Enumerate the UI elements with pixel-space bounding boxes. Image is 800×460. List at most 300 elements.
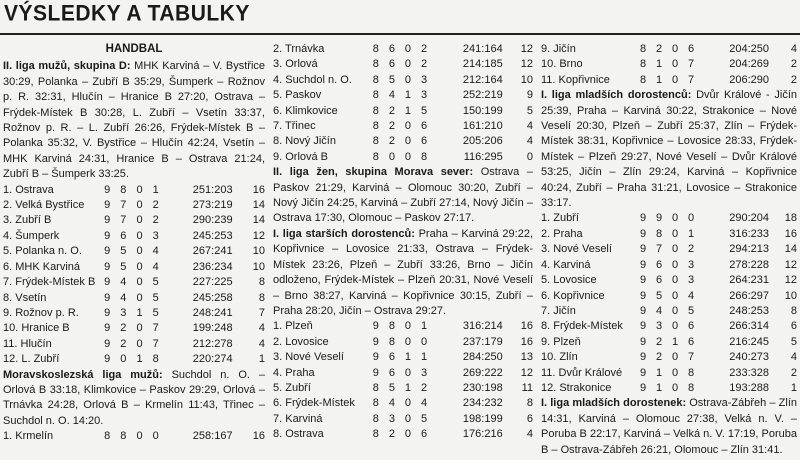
cell-played: 8: [639, 58, 647, 71]
cell-draws: 0: [671, 351, 679, 364]
cell-losses: 8: [687, 381, 695, 394]
cell-draws: 0: [404, 73, 412, 86]
cell-draws: 1: [136, 306, 143, 319]
cell-team-name: 12. L. Zubří: [3, 353, 60, 366]
cell-score: 193:288: [729, 381, 769, 394]
cell-points: 5: [526, 104, 533, 117]
cell-wins: 6: [388, 366, 395, 379]
mladsi-dorost-table: [541, 211, 797, 396]
cell-draws: 0: [671, 381, 679, 394]
table-row: [273, 412, 533, 427]
cell-points: 10: [520, 73, 533, 86]
msl-muzu-heading: Moravskoslezská liga mužů:: [3, 368, 163, 381]
cell-score: 116:295: [463, 150, 503, 163]
cell-wins: 5: [120, 260, 127, 273]
table-row: [541, 289, 797, 304]
cell-points: 2: [790, 58, 797, 71]
cell-losses: 1: [421, 351, 428, 364]
cell-points: 4: [790, 351, 797, 364]
cell-wins: 7: [655, 243, 663, 256]
cell-losses: 2: [421, 381, 428, 394]
cell-team-name: 3. Orlová: [273, 58, 318, 71]
cell-wins: 2: [120, 322, 127, 335]
cell-wins: 3: [120, 306, 127, 319]
cell-played: 9: [104, 306, 111, 319]
cell-played: 8: [372, 412, 379, 425]
cell-score: 284:250: [462, 351, 503, 364]
cell-played: 9: [639, 243, 647, 256]
cell-team-name: 7. Frýdek-Místek B: [3, 276, 96, 289]
cell-losses: 2: [687, 243, 695, 256]
cell-losses: 0: [687, 212, 695, 225]
cell-draws: 0: [136, 229, 143, 242]
cell-draws: 0: [404, 120, 412, 133]
cell-points: 8: [526, 397, 533, 410]
table-row: [273, 319, 533, 334]
table-row: [3, 183, 265, 198]
cell-team-name: 6. MHK Karviná: [3, 260, 81, 273]
cell-draws: 0: [671, 258, 679, 271]
cell-score: 290:239: [192, 214, 233, 227]
cell-wins: 2: [388, 135, 395, 148]
cell-team-name: 8. Frýdek-Místek: [541, 320, 623, 333]
liga-muzu-results: [3, 59, 265, 182]
cell-team-name: 1. Plzeň: [273, 320, 313, 333]
cell-played: 8: [372, 120, 379, 133]
cell-team-name: 10. Brno: [541, 58, 583, 71]
table-row: [3, 321, 265, 336]
cell-played: 8: [639, 73, 647, 86]
table-row: [541, 273, 797, 288]
cell-team-name: 8. Ostrava: [273, 428, 324, 441]
cell-wins: 6: [388, 351, 395, 364]
cell-losses: 5: [421, 104, 428, 117]
table-row: [3, 352, 265, 367]
cell-losses: 7: [687, 351, 695, 364]
cell-points: 16: [252, 183, 265, 196]
table-row: [273, 350, 533, 365]
cell-draws: 0: [136, 214, 143, 227]
cell-wins: 8: [120, 183, 127, 196]
cell-draws: 0: [404, 43, 412, 55]
cell-points: 8: [258, 291, 265, 304]
cell-draws: 0: [671, 274, 679, 287]
cell-played: 9: [104, 353, 111, 366]
table-row: [3, 260, 265, 275]
cell-team-name: 5. Polanka n. O.: [3, 245, 82, 258]
cell-wins: 1: [655, 58, 663, 71]
cell-losses: 3: [687, 258, 695, 271]
table-row: [541, 350, 797, 365]
cell-wins: 2: [388, 428, 395, 441]
cell-wins: 3: [388, 412, 395, 425]
cell-wins: 0: [388, 150, 395, 163]
table-row: [3, 198, 265, 213]
cell-played: 9: [639, 227, 647, 240]
cell-points: 10: [252, 260, 265, 273]
cell-draws: 0: [671, 304, 679, 317]
cell-score: 237:179: [462, 335, 503, 348]
cell-score: 233:328: [729, 366, 769, 379]
cell-team-name: 11. Hlučín: [3, 337, 52, 350]
column-3: [541, 42, 797, 458]
cell-points: 8: [790, 304, 797, 317]
cell-draws: 0: [404, 335, 412, 348]
cell-played: 9: [639, 258, 647, 271]
cell-score: 273:219: [192, 199, 233, 212]
table-row: [3, 306, 265, 321]
cell-played: 9: [372, 366, 379, 379]
cell-played: 8: [372, 89, 379, 102]
cell-team-name: 9. Jičín: [541, 43, 576, 55]
cell-wins: 6: [655, 258, 663, 271]
cell-score: 290:204: [729, 212, 769, 225]
cell-score: 266:297: [729, 289, 769, 302]
cell-losses: 8: [687, 366, 695, 379]
cell-losses: 5: [152, 291, 159, 304]
cell-score: 248:241: [192, 306, 233, 319]
cell-wins: 5: [120, 245, 127, 258]
cell-score: 230:198: [462, 381, 503, 394]
starsi-dorost-table-part1: [273, 319, 533, 442]
table-row: [273, 335, 533, 350]
cell-score: 248:253: [729, 304, 769, 317]
cell-team-name: 4. Karviná: [541, 258, 591, 271]
cell-points: 18: [784, 212, 797, 225]
cell-played: 8: [372, 381, 379, 394]
liga-zen-text: Ostrava – Paskov 21:29, Karviná – Olomouc 30:20, Zubří – Nový Jičín 24:25, Karviná – Zubří 27:14, Nový Jičín – Ostrava 17:30, Olomouc – Paskov 27:17.: [273, 166, 533, 225]
cell-points: 12: [784, 274, 797, 287]
cell-losses: 3: [421, 73, 428, 86]
cell-losses: 7: [152, 337, 159, 350]
cell-played: 8: [372, 428, 379, 441]
cell-losses: 1: [152, 183, 159, 196]
table-row: [541, 227, 797, 242]
mladsi-dorostenek-text: Ostrava-Zábřeh – Zlín 14:31, Karviná – Olomouc 27:38, Velká n. V. – Poruba B 22:17, Karviná – Velká n. V. 17:19, Poruba B – Ostrava-Zábřeh 26:21, Olomouc – Zlín 31:41.: [541, 397, 797, 456]
cell-wins: 6: [120, 229, 127, 242]
cell-draws: 0: [404, 58, 412, 71]
cell-losses: 8: [421, 150, 428, 163]
cell-team-name: 1. Zubří: [541, 212, 579, 225]
cell-played: 9: [639, 212, 647, 225]
cell-score: 264:231: [729, 274, 769, 287]
page-title: VÝSLEDKY A TABULKY: [4, 1, 250, 26]
cell-wins: 4: [120, 291, 127, 304]
cell-team-name: 11. Kopřivnice: [541, 73, 610, 86]
cell-draws: 0: [136, 245, 143, 258]
cell-losses: 6: [421, 428, 428, 441]
cell-wins: 8: [388, 335, 395, 348]
cell-score: 214:185: [462, 58, 503, 71]
cell-losses: 4: [687, 289, 695, 302]
table-row: [273, 150, 533, 165]
cell-score: 267:241: [192, 245, 233, 258]
cell-score: 245:258: [192, 291, 233, 304]
liga-muzu-text: MHK Karviná – V. Bystřice 30:29, Polanka – Zubří B 35:29, Šumperk – Rožnov p. R. 32:31, Hlučín – Hranice B 27:20, Ostrava – Frýdek-Místek B 30:28, L. Zubří – Vsetín 33:37, Rožnov p. R. – L. Zubří 26:26, Frýdek-Místek B – Polanka 35:32, V. Bystřice – Hlučín 42:24, Vsetín – MHK Karviná 24:31, Hranice B – Ostrava 21:24, Zubří B – Šumperk 33:25.: [3, 60, 265, 181]
cell-draws: 0: [404, 366, 412, 379]
cell-team-name: 6. Kopřivnice: [541, 289, 605, 302]
cell-losses: 7: [687, 58, 695, 71]
cell-losses: 5: [152, 306, 159, 319]
cell-points: 12: [784, 258, 797, 271]
cell-points: 4: [258, 322, 265, 335]
cell-points: 4: [526, 428, 533, 441]
table-row: [273, 381, 533, 396]
cell-points: 12: [520, 58, 533, 71]
cell-draws: 1: [671, 335, 679, 348]
cell-draws: 0: [136, 430, 143, 443]
cell-points: 10: [252, 245, 265, 258]
cell-team-name: 8. Vsetín: [3, 291, 47, 304]
cell-draws: 0: [136, 337, 143, 350]
cell-played: 9: [639, 351, 647, 364]
cell-points: 12: [520, 366, 533, 379]
cell-score: 204:250: [729, 43, 769, 55]
section-header: HANDBAL: [105, 43, 163, 55]
cell-wins: 1: [655, 381, 663, 394]
cell-wins: 2: [388, 104, 395, 117]
table-row: [3, 275, 265, 290]
table-row: [541, 319, 797, 334]
cell-score: 212:278: [192, 337, 233, 350]
starsi-dorost-results: [273, 227, 533, 319]
cell-wins: 1: [655, 366, 663, 379]
cell-team-name: 2. Trnávka: [273, 43, 325, 55]
cell-score: 316:214: [462, 320, 503, 333]
liga-zen-heading: II. liga žen, skupina Morava sever:: [273, 166, 474, 179]
cell-draws: 0: [671, 73, 679, 86]
table-row: [541, 335, 797, 350]
cell-team-name: 4. Šumperk: [3, 229, 60, 242]
cell-wins: 4: [388, 89, 395, 102]
cell-points: 16: [520, 320, 533, 333]
mladsi-dorostenek-heading: I. liga mladších dorostenek:: [541, 397, 687, 410]
cell-wins: 4: [655, 304, 663, 317]
cell-played: 9: [104, 322, 111, 335]
liga-zen-results: [273, 165, 533, 227]
cell-team-name: 9. Orlová B: [273, 150, 329, 163]
table-row: [541, 304, 797, 319]
cell-team-name: 1. Ostrava: [3, 183, 54, 196]
cell-losses: 2: [421, 58, 428, 71]
cell-score: 278:228: [729, 258, 769, 271]
cell-played: 9: [104, 276, 111, 289]
cell-wins: 6: [388, 58, 395, 71]
cell-played: 8: [372, 43, 379, 55]
cell-played: 9: [372, 351, 379, 364]
table-row: [273, 104, 533, 119]
cell-losses: 2: [152, 199, 159, 212]
cell-losses: 3: [152, 229, 159, 242]
column-2: [273, 42, 533, 443]
cell-wins: 3: [655, 320, 663, 333]
liga-muzu-heading: II. liga mužů, skupina D:: [3, 60, 131, 73]
cell-played: 9: [104, 199, 111, 212]
cell-points: 16: [784, 227, 797, 240]
table-row: [3, 291, 265, 306]
msl-muzu-results: [3, 368, 265, 430]
cell-points: 12: [252, 229, 265, 242]
cell-points: 4: [258, 337, 265, 350]
cell-team-name: 11. Dvůr Králové: [541, 366, 623, 379]
cell-wins: 2: [120, 337, 127, 350]
cell-losses: 0: [152, 430, 159, 443]
cell-losses: 4: [152, 245, 159, 258]
cell-draws: 0: [671, 58, 679, 71]
cell-played: 9: [639, 320, 647, 333]
cell-played: 9: [104, 337, 111, 350]
cell-losses: 3: [421, 89, 428, 102]
cell-played: 8: [104, 430, 111, 443]
cell-losses: 5: [421, 412, 428, 425]
cell-losses: 6: [421, 135, 428, 148]
cell-wins: 6: [655, 274, 663, 287]
mladsi-dorost-heading: I. liga mladších dorostenců:: [541, 89, 692, 102]
table-row: [273, 42, 533, 57]
cell-played: 9: [639, 289, 647, 302]
cell-played: 9: [639, 335, 647, 348]
table-row: [541, 258, 797, 273]
starsi-dorost-text: Praha – Karviná 29:22, Kopřivnice – Lovosice 21:33, Ostrava – Frýdek-Místek 23:26, Plzeň – Zubří 33:26, Brno – Jičín odloženo, Frýdek-Místek – Plzeň 20:31, Nové Veselí – Brno 38:27, Karviná – Kopřivnice 30:15, Zubří – Praha 28:20, Jičín – Ostrava 29:27.: [273, 227, 534, 317]
cell-team-name: 4. Suchdol n. O.: [273, 73, 352, 86]
cell-draws: 1: [404, 351, 412, 364]
cell-score: 212:164: [462, 73, 503, 86]
table-row: [541, 42, 797, 57]
cell-wins: 2: [388, 120, 395, 133]
table-row: [3, 337, 265, 352]
column-1: [3, 36, 265, 445]
cell-score: 198:199: [462, 412, 503, 425]
cell-played: 8: [372, 104, 379, 117]
table-row: [273, 57, 533, 72]
cell-draws: 0: [404, 320, 412, 333]
cell-wins: 6: [388, 43, 395, 55]
cell-team-name: 9. Plzeň: [541, 335, 581, 348]
cell-team-name: 7. Jičín: [541, 304, 576, 317]
cell-points: 0: [526, 150, 533, 163]
cell-draws: 0: [404, 412, 412, 425]
cell-points: 12: [520, 43, 533, 55]
cell-played: 9: [639, 381, 647, 394]
cell-score: 258:167: [192, 430, 233, 443]
cell-score: 294:213: [729, 243, 769, 256]
table-row: [273, 88, 533, 103]
cell-score: 316:233: [729, 227, 769, 240]
msl-muzu-table-part1: [3, 429, 265, 444]
cell-losses: 6: [687, 43, 695, 55]
cell-played: 8: [372, 58, 379, 71]
cell-played: 8: [372, 135, 379, 148]
cell-points: 2: [790, 73, 797, 86]
cell-wins: 0: [120, 353, 127, 366]
cell-team-name: 12. Strakonice: [541, 381, 612, 394]
cell-losses: 6: [687, 335, 695, 348]
cell-played: 9: [104, 260, 111, 273]
cell-points: 4: [526, 135, 533, 148]
msl-muzu-table-part2: [273, 42, 533, 165]
cell-team-name: 8. Nový Jičín: [273, 135, 336, 148]
cell-score: 269:222: [462, 366, 503, 379]
cell-score: 241:164: [462, 43, 503, 55]
cell-score: 150:199: [462, 104, 503, 117]
cell-draws: 0: [671, 227, 679, 240]
cell-points: 8: [258, 276, 265, 289]
cell-wins: 4: [388, 397, 395, 410]
cell-score: 220:274: [192, 353, 233, 366]
cell-team-name: 4. Praha: [273, 366, 315, 379]
cell-score: 252:219: [462, 89, 503, 102]
table-row: [3, 213, 265, 228]
cell-points: 16: [520, 335, 533, 348]
table-row: [541, 366, 797, 381]
cell-draws: 1: [404, 89, 412, 102]
cell-wins: 5: [655, 289, 663, 302]
starsi-dorost-heading: I. liga starších dorostenců:: [273, 227, 415, 240]
cell-points: 6: [790, 320, 797, 333]
cell-team-name: 7. Třinec: [273, 120, 316, 133]
cell-points: 7: [258, 306, 265, 319]
cell-draws: 1: [404, 104, 412, 117]
cell-points: 11: [521, 381, 533, 394]
cell-played: 9: [639, 366, 647, 379]
cell-points: 9: [526, 89, 533, 102]
cell-points: 6: [526, 412, 533, 425]
cell-team-name: 3. Nové Veselí: [541, 243, 612, 256]
cell-played: 8: [372, 150, 379, 163]
cell-score: 245:253: [192, 229, 233, 242]
cell-score: 234:232: [462, 397, 503, 410]
cell-wins: 8: [388, 320, 395, 333]
cell-draws: 0: [671, 320, 679, 333]
liga-muzu-table: [3, 183, 265, 368]
cell-team-name: 7. Karviná: [273, 412, 323, 425]
cell-points: 14: [252, 214, 265, 227]
cell-points: 4: [526, 120, 533, 133]
cell-draws: 0: [671, 243, 679, 256]
cell-losses: 4: [152, 260, 159, 273]
cell-points: 16: [252, 430, 265, 443]
cell-losses: 1: [421, 320, 428, 333]
table-row: [3, 244, 265, 259]
cell-team-name: 2. Velká Bystřice: [3, 199, 85, 212]
cell-score: 251:203: [192, 183, 233, 196]
cell-team-name: 6. Frýdek-Místek: [273, 397, 355, 410]
cell-wins: 7: [120, 214, 127, 227]
cell-points: 1: [258, 353, 265, 366]
cell-score: 176:216: [462, 428, 503, 441]
table-row: [273, 427, 533, 442]
cell-draws: 0: [136, 291, 143, 304]
cell-losses: 3: [421, 366, 428, 379]
cell-wins: 1: [655, 73, 663, 86]
cell-team-name: 1. Krmelín: [3, 430, 54, 443]
table-row: [273, 396, 533, 411]
cell-score: 266:314: [729, 320, 769, 333]
cell-losses: 4: [421, 397, 428, 410]
cell-score: 199:248: [192, 322, 233, 335]
mladsi-dorost-results: [541, 88, 797, 211]
cell-draws: 0: [671, 212, 679, 225]
cell-losses: 6: [421, 120, 428, 133]
cell-losses: 5: [687, 304, 695, 317]
cell-losses: 0: [421, 335, 428, 348]
table-row: [541, 381, 797, 396]
cell-team-name: 2. Praha: [541, 227, 583, 240]
cell-losses: 2: [421, 43, 428, 55]
cell-wins: 4: [120, 276, 127, 289]
cell-draws: 0: [136, 322, 143, 335]
cell-wins: 2: [655, 43, 663, 55]
